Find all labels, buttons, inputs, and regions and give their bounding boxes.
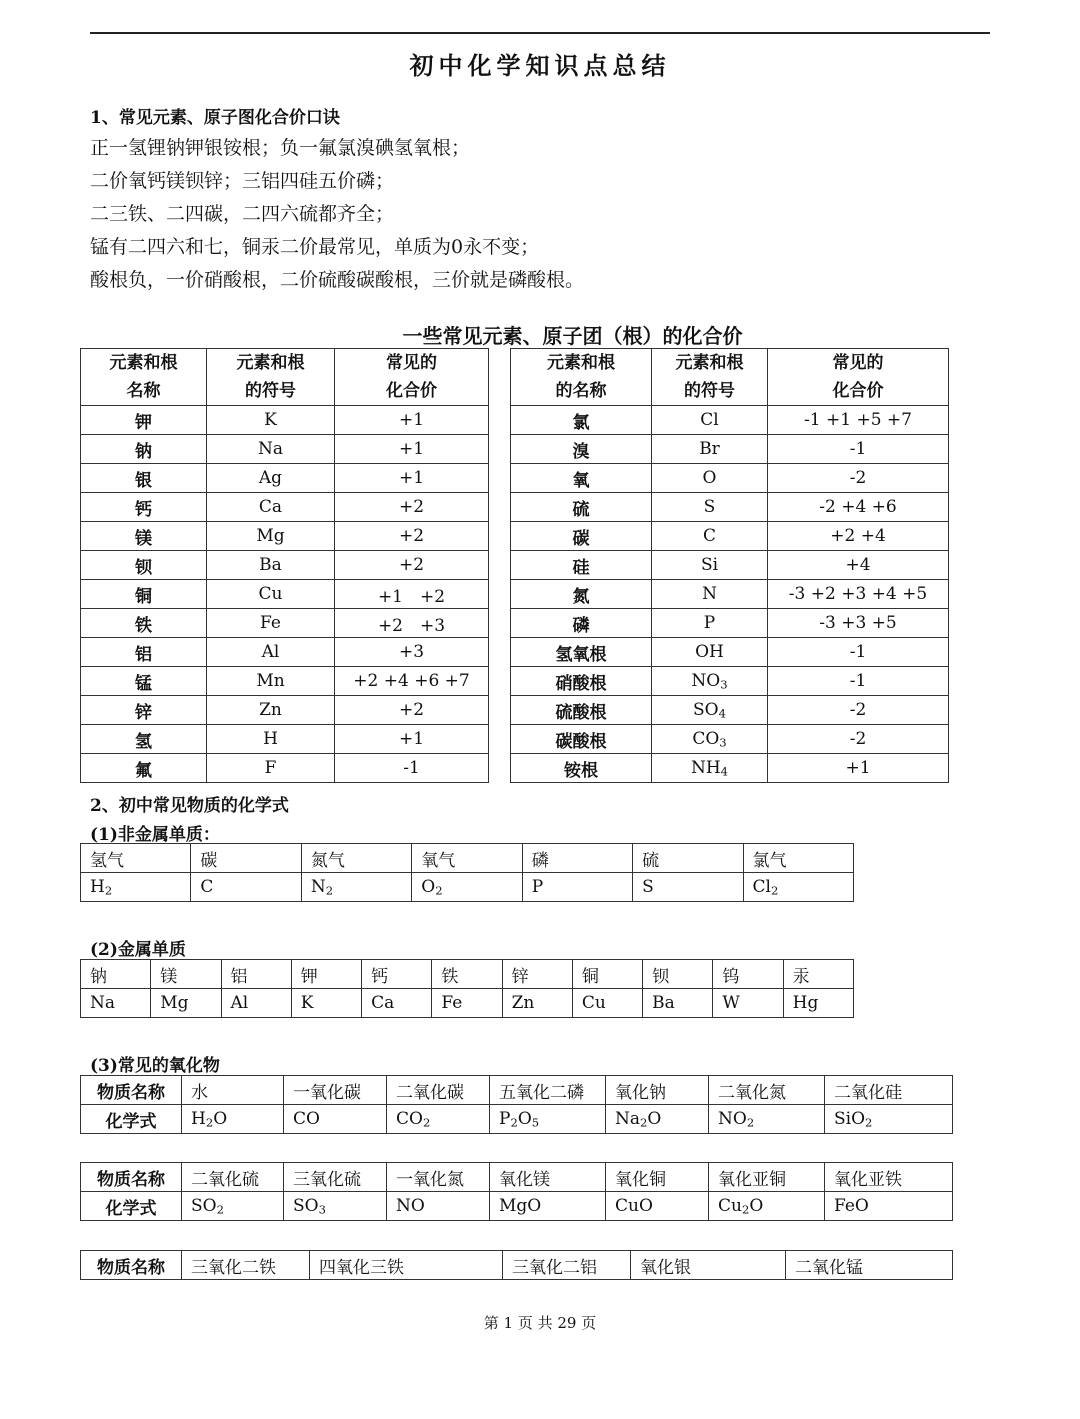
formula-text: NO <box>396 1196 425 1216</box>
substance-formula <box>709 1192 825 1221</box>
column-gap <box>489 725 511 754</box>
column-header <box>335 349 489 406</box>
element-name: 氯 <box>511 406 652 435</box>
formula-text: MgO <box>499 1196 542 1216</box>
element-valence: +2 +4 +6 +7 <box>335 667 489 696</box>
element-symbol <box>207 435 335 464</box>
substance-formula <box>522 873 632 902</box>
valence-table-caption: 一些常见元素、原子团（根）的化合价 <box>402 324 743 348</box>
nonmetal-formula-row <box>81 873 854 902</box>
element-name: 钙 <box>81 493 207 522</box>
symbol-text: OH <box>695 641 724 662</box>
substance-name: 氧化钠 <box>606 1076 709 1105</box>
valence-row <box>81 725 949 754</box>
element-name: 锌 <box>81 696 207 725</box>
substance-formula <box>709 1105 825 1134</box>
substance-name: 氧化亚铁 <box>825 1163 953 1192</box>
formula-subscript: 2 <box>510 1115 518 1130</box>
column-gap <box>489 580 511 609</box>
element-name: 钾 <box>81 406 207 435</box>
header-line: 常见的 <box>386 353 437 373</box>
formula-text: P <box>531 876 544 897</box>
symbol-text: CO <box>692 728 720 749</box>
substance-name: 氧化铜 <box>606 1163 709 1192</box>
element-symbol <box>207 522 335 551</box>
element-name: 氢 <box>81 725 207 754</box>
formula-subscript: 2 <box>205 1115 214 1130</box>
formula-text: CO <box>396 1108 423 1129</box>
element-valence: +2 <box>335 696 489 725</box>
substance-name: 碳 <box>191 844 301 873</box>
substance-formula <box>606 1192 709 1221</box>
substance-name: 钡 <box>643 960 713 989</box>
element-valence: +4 <box>768 551 949 580</box>
symbol-text: Ba <box>259 554 282 575</box>
element-name: 碳 <box>511 522 652 551</box>
substance-formula <box>284 1192 387 1221</box>
formula-text: O <box>421 876 436 897</box>
substance-name: 水 <box>182 1076 284 1105</box>
substance-formula <box>825 1192 953 1221</box>
formula-text: C <box>200 876 214 897</box>
rhyme-line: 二价氧钙镁钡锌；三铝四硅五价磷； <box>90 170 395 192</box>
column-header <box>768 349 949 406</box>
element-valence: -3 +2 +3 +4 +5 <box>768 580 949 609</box>
element-symbol <box>652 638 768 667</box>
element-symbol <box>207 638 335 667</box>
element-valence: +2 <box>335 551 489 580</box>
oxide-name-row <box>81 1076 953 1105</box>
substance-name: 钠 <box>81 960 151 989</box>
symbol-text: Cu <box>258 583 283 604</box>
element-symbol <box>652 609 768 638</box>
element-name: 硝酸根 <box>511 667 652 696</box>
page-title: 初中化学知识点总结 <box>409 52 671 80</box>
symbol-subscript: 4 <box>718 706 726 721</box>
symbol-text: K <box>264 409 277 430</box>
substance-name: 三氧化二铝 <box>503 1251 631 1280</box>
symbol-text: H <box>263 728 278 749</box>
header-line: 的名称 <box>555 381 607 401</box>
element-symbol <box>652 580 768 609</box>
substance-formula: K <box>291 989 361 1018</box>
element-symbol <box>652 522 768 551</box>
substance-name: 二氧化锰 <box>786 1251 953 1280</box>
header-line: 的符号 <box>684 381 735 401</box>
element-name: 铝 <box>81 638 207 667</box>
valence-row <box>81 406 949 435</box>
symbol-text: Ca <box>258 496 283 517</box>
element-name: 硅 <box>511 551 652 580</box>
column-gap <box>489 696 511 725</box>
element-valence: -1 <box>768 667 949 696</box>
formula-subscript: 2 <box>640 1115 648 1130</box>
element-valence: -1 <box>335 754 489 783</box>
formula-subscript: 2 <box>104 883 113 898</box>
symbol-text: Zn <box>259 699 282 720</box>
substance-name: 硫 <box>633 844 743 873</box>
element-valence: -2 <box>768 696 949 725</box>
substance-name: 氮气 <box>301 844 411 873</box>
substance-name: 钾 <box>291 960 361 989</box>
formula-text: O <box>213 1108 228 1129</box>
valence-row <box>81 493 949 522</box>
symbol-text: SO <box>693 699 719 720</box>
element-symbol <box>207 406 335 435</box>
formula-text: O <box>749 1195 764 1216</box>
symbol-text: NH <box>690 757 721 778</box>
column-header <box>652 349 768 406</box>
row-label: 物质名称 <box>81 1251 182 1280</box>
symbol-text: Ag <box>258 467 283 488</box>
oxides-table-2 <box>80 1162 953 1221</box>
substance-name: 汞 <box>783 960 853 989</box>
element-valence: +1 <box>335 406 489 435</box>
formula-text: CuO <box>615 1196 653 1216</box>
rhyme-line: 酸根负，一价硝酸根，二价硫酸碳酸根，三价就是磷酸根。 <box>90 269 585 291</box>
substance-formula <box>191 873 301 902</box>
formula-subscript: 2 <box>422 1115 431 1130</box>
substance-formula <box>284 1105 387 1134</box>
metal-table <box>80 959 854 1018</box>
substance-formula <box>182 1192 284 1221</box>
header-line: 化合价 <box>832 381 884 401</box>
substance-formula <box>182 1105 284 1134</box>
substance-name: 一氧化碳 <box>284 1076 387 1105</box>
element-symbol <box>207 580 335 609</box>
symbol-text: Fe <box>260 612 281 633</box>
element-name: 铜 <box>81 580 207 609</box>
formula-text: CO <box>293 1109 320 1129</box>
substance-name: 铝 <box>221 960 291 989</box>
formula-subscript: 2 <box>770 883 779 898</box>
column-gap <box>489 551 511 580</box>
symbol-text: Si <box>700 554 719 575</box>
substance-formula <box>606 1105 709 1134</box>
element-name: 氟 <box>81 754 207 783</box>
row-label: 物质名称 <box>81 1076 182 1105</box>
substance-formula <box>825 1105 953 1134</box>
substance-name: 镁 <box>151 960 221 989</box>
formula-text: FeO <box>834 1196 869 1216</box>
element-name: 铵根 <box>511 754 652 783</box>
substance-formula <box>490 1105 606 1134</box>
substance-name: 锌 <box>502 960 572 989</box>
element-valence: +2 <box>335 522 489 551</box>
element-name: 硫酸根 <box>511 696 652 725</box>
column-gap <box>489 609 511 638</box>
rhyme-line: 正一氢锂钠钾银铵根；负一氟氯溴碘氢氧根； <box>90 137 471 159</box>
substance-formula <box>490 1192 606 1221</box>
substance-name: 钨 <box>713 960 783 989</box>
element-symbol <box>207 696 335 725</box>
formula-text: H <box>191 1108 206 1129</box>
substance-formula: Cu <box>572 989 642 1018</box>
substance-formula: Al <box>221 989 291 1018</box>
substance-formula: Ba <box>643 989 713 1018</box>
formula-text: O <box>647 1108 662 1129</box>
rhyme-line: 二三铁、二四碳，二四六硫都齐全； <box>90 203 395 225</box>
nonmetal-table <box>80 843 854 902</box>
substance-name: 三氧化硫 <box>284 1163 387 1192</box>
section2-heading: 2、初中常见物质的化学式 <box>90 796 289 816</box>
element-valence: +1 <box>768 754 949 783</box>
element-name: 锰 <box>81 667 207 696</box>
symbol-text: Br <box>699 438 720 459</box>
formula-text: S <box>642 876 654 897</box>
header-line: 化合价 <box>386 381 437 401</box>
substance-name: 铜 <box>572 960 642 989</box>
header-line: 元素和根 <box>547 353 615 373</box>
substance-formula <box>743 873 853 902</box>
valence-row <box>81 638 949 667</box>
element-symbol <box>652 464 768 493</box>
formula-text: O <box>517 1108 532 1129</box>
column-gap <box>489 349 511 406</box>
substance-name: 四氧化三铁 <box>310 1251 503 1280</box>
rhyme-line: 锰有二四六和七，铜汞二价最常见，单质为0永不变； <box>90 236 540 258</box>
symbol-text: Al <box>261 641 280 662</box>
substance-name: 氢气 <box>81 844 191 873</box>
header-rule <box>90 32 990 34</box>
element-valence: -1 +1 +5 +7 <box>768 406 949 435</box>
element-name: 镁 <box>81 522 207 551</box>
oxide-name-row <box>81 1163 953 1192</box>
oxides-heading: (3)常见的氧化物 <box>90 1056 220 1076</box>
column-header <box>207 349 335 406</box>
element-name: 氧 <box>511 464 652 493</box>
element-symbol <box>207 667 335 696</box>
substance-name: 磷 <box>522 844 632 873</box>
element-symbol <box>652 667 768 696</box>
symbol-text: P <box>703 612 716 633</box>
valence-row <box>81 551 949 580</box>
oxide-formula-row <box>81 1192 953 1221</box>
element-symbol <box>207 493 335 522</box>
column-gap <box>489 435 511 464</box>
column-gap <box>489 638 511 667</box>
metal-name-row <box>81 960 854 989</box>
row-label: 化学式 <box>81 1192 182 1221</box>
substance-name: 氯气 <box>743 844 853 873</box>
oxide-formula-row <box>81 1105 953 1134</box>
element-name: 氮 <box>511 580 652 609</box>
metal-heading: (2)金属单质 <box>90 940 186 960</box>
element-name: 磷 <box>511 609 652 638</box>
metal-formula-row <box>81 989 854 1018</box>
symbol-subscript: 4 <box>720 764 729 779</box>
formula-subscript: 2 <box>741 1202 750 1217</box>
formula-text: SiO <box>834 1108 866 1129</box>
header-line: 元素和根 <box>236 353 305 373</box>
formula-text: H <box>90 876 105 897</box>
valence-row <box>81 522 949 551</box>
element-symbol <box>652 493 768 522</box>
substance-name: 钙 <box>362 960 432 989</box>
substance-name: 二氧化硅 <box>825 1076 953 1105</box>
substance-formula: Mg <box>151 989 221 1018</box>
element-valence: +2 +3 <box>335 609 489 638</box>
column-gap <box>489 406 511 435</box>
substance-name: 二氧化硫 <box>182 1163 284 1192</box>
formula-text: Cu <box>718 1195 742 1216</box>
substance-formula <box>301 873 411 902</box>
substance-formula: Fe <box>432 989 502 1018</box>
formula-text: NO <box>718 1108 747 1129</box>
header-line: 名称 <box>126 381 161 401</box>
valence-header-row <box>81 349 949 406</box>
formula-text: SO <box>293 1195 319 1216</box>
symbol-text: C <box>702 525 716 546</box>
element-valence: +1 <box>335 435 489 464</box>
row-label: 化学式 <box>81 1105 182 1134</box>
substance-formula: Zn <box>502 989 572 1018</box>
header-line: 元素和根 <box>109 353 178 373</box>
section1-heading: 1、常见元素、原子图化合价口诀 <box>90 108 340 128</box>
substance-formula <box>387 1105 490 1134</box>
header-line: 的符号 <box>245 381 296 401</box>
element-name: 钡 <box>81 551 207 580</box>
element-valence: +1 <box>335 464 489 493</box>
element-symbol <box>207 551 335 580</box>
element-valence: -3 +3 +5 <box>768 609 949 638</box>
valence-row <box>81 609 949 638</box>
element-valence: +2 <box>335 493 489 522</box>
element-symbol <box>207 464 335 493</box>
valence-rhyme <box>90 132 584 297</box>
oxides-table-3 <box>80 1250 953 1280</box>
formula-subscript: 5 <box>531 1115 540 1130</box>
substance-name: 五氧化二磷 <box>490 1076 606 1105</box>
element-symbol <box>652 551 768 580</box>
element-valence: +2 +4 <box>768 522 949 551</box>
substance-formula <box>412 873 522 902</box>
element-valence: -1 <box>768 435 949 464</box>
element-valence: -1 <box>768 638 949 667</box>
symbol-text: S <box>703 496 716 517</box>
valence-row <box>81 580 949 609</box>
element-name: 碳酸根 <box>511 725 652 754</box>
formula-text: P <box>499 1108 511 1129</box>
substance-name: 氧化镁 <box>490 1163 606 1192</box>
valence-row <box>81 435 949 464</box>
symbol-text: NO <box>691 670 721 691</box>
formula-text: Cl <box>752 876 771 897</box>
element-valence: +3 <box>335 638 489 667</box>
element-symbol <box>207 725 335 754</box>
symbol-text: Cl <box>700 409 719 430</box>
column-gap <box>489 667 511 696</box>
element-symbol <box>652 725 768 754</box>
substance-name: 铁 <box>432 960 502 989</box>
symbol-text: F <box>264 757 277 778</box>
formula-text: N <box>310 876 326 897</box>
header-line: 元素和根 <box>675 353 744 373</box>
symbol-text: Na <box>257 438 283 459</box>
column-gap <box>489 493 511 522</box>
valence-row <box>81 667 949 696</box>
formula-subscript: 2 <box>865 1115 873 1130</box>
element-name: 溴 <box>511 435 652 464</box>
substance-name: 一氧化氮 <box>387 1163 490 1192</box>
element-valence: +1 +2 <box>335 580 489 609</box>
symbol-subscript: 3 <box>720 677 728 692</box>
element-valence: -2 +4 +6 <box>768 493 949 522</box>
oxide-name-row <box>81 1251 953 1280</box>
symbol-text: O <box>702 467 717 488</box>
element-valence: +1 <box>335 725 489 754</box>
nonmetal-heading: (1)非金属单质： <box>90 825 220 845</box>
formula-subscript: 2 <box>746 1115 755 1130</box>
element-name: 银 <box>81 464 207 493</box>
substance-formula: Na <box>81 989 151 1018</box>
element-symbol <box>207 609 335 638</box>
element-symbol <box>652 696 768 725</box>
column-header <box>511 349 652 406</box>
valence-table <box>80 348 949 783</box>
symbol-subscript: 3 <box>719 735 727 750</box>
element-name: 氢氧根 <box>511 638 652 667</box>
substance-formula: W <box>713 989 783 1018</box>
symbol-text: Mn <box>256 670 285 691</box>
column-header <box>81 349 207 406</box>
substance-name: 二氧化氮 <box>709 1076 825 1105</box>
substance-formula <box>81 873 191 902</box>
substance-formula <box>387 1192 490 1221</box>
substance-formula <box>633 873 743 902</box>
substance-name: 氧气 <box>412 844 522 873</box>
valence-row <box>81 754 949 783</box>
element-symbol <box>652 754 768 783</box>
column-gap <box>489 754 511 783</box>
substance-name: 二氧化碳 <box>387 1076 490 1105</box>
nonmetal-name-row <box>81 844 854 873</box>
substance-name: 氧化银 <box>631 1251 786 1280</box>
symbol-text: Mg <box>256 525 285 546</box>
symbol-text: N <box>702 583 717 604</box>
substance-formula: Hg <box>783 989 853 1018</box>
formula-text: SO <box>191 1195 217 1216</box>
element-valence: -2 <box>768 464 949 493</box>
formula-subscript: 3 <box>318 1202 326 1217</box>
substance-name: 三氧化二铁 <box>182 1251 310 1280</box>
substance-name: 氧化亚铜 <box>709 1163 825 1192</box>
header-line: 常见的 <box>832 353 884 373</box>
page-number: 第 1 页 共 29 页 <box>483 1314 597 1332</box>
column-gap <box>489 522 511 551</box>
element-symbol <box>207 754 335 783</box>
element-name: 铁 <box>81 609 207 638</box>
row-label: 物质名称 <box>81 1163 182 1192</box>
formula-subscript: 2 <box>435 883 443 898</box>
valence-row <box>81 696 949 725</box>
column-gap <box>489 464 511 493</box>
element-name: 钠 <box>81 435 207 464</box>
substance-formula: Ca <box>362 989 432 1018</box>
element-symbol <box>652 435 768 464</box>
formula-text: Na <box>615 1108 641 1129</box>
element-valence: -2 <box>768 725 949 754</box>
formula-subscript: 2 <box>325 883 334 898</box>
element-symbol <box>652 406 768 435</box>
formula-subscript: 2 <box>216 1202 224 1217</box>
valence-row <box>81 464 949 493</box>
oxides-table-1 <box>80 1075 953 1134</box>
element-name: 硫 <box>511 493 652 522</box>
